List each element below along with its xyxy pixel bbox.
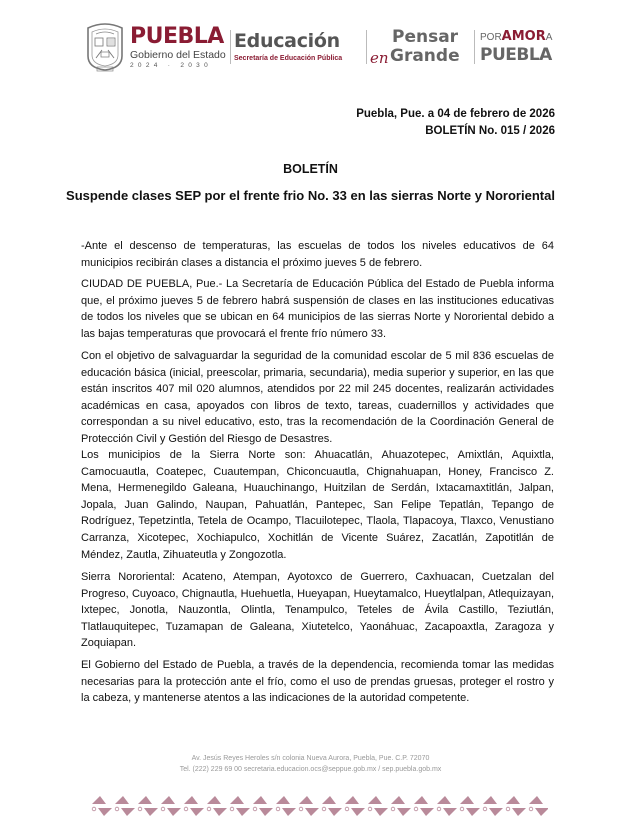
- ribbon-motif-bottom: [374, 808, 388, 816]
- ribbon-motif-top: [138, 796, 152, 804]
- letterhead: [84, 22, 564, 74]
- ribbon-motif-bottom: [328, 808, 342, 816]
- pensar-logo-line1: Pensar: [392, 27, 459, 47]
- footer-address: Av. Jesús Reyes Heroles s/n colonia Nueva Aurora, Puebla, Pue. C.P. 72070: [191, 755, 430, 762]
- ribbon-motif-dot: [92, 807, 96, 811]
- por-amor-logo-puebla: PUEBLA: [480, 45, 552, 65]
- ribbon-motif-bottom: [282, 808, 296, 816]
- ribbon-motif-top: [184, 796, 198, 804]
- bulletin-meta: [356, 106, 555, 140]
- ribbon-motif-top: [161, 796, 175, 804]
- por-amor-logo-por: POR: [480, 32, 502, 43]
- puebla-logo-subtitle: Gobierno del Estado: [130, 49, 226, 61]
- ribbon-motif-dot: [529, 807, 533, 811]
- educacion-logo: [234, 30, 362, 63]
- ribbon-motif-top: [529, 796, 543, 804]
- paragraph-text: El Gobierno del Estado de Puebla, a través de la dependencia, recomienda tomar las medidas necesarias para la protección ante el frío, como el uso de prendas gruesas, proteger el rostro y la cabeza, y mantenerse atentos a las indicaciones de la autoridad competente.: [81, 659, 554, 705]
- ribbon-motif-top: [506, 796, 520, 804]
- ribbon-motif-bottom: [512, 808, 526, 816]
- pensar-logo-line2: Grande: [390, 46, 460, 66]
- ribbon-motif-bottom: [535, 808, 548, 816]
- ribbon-motif-dot: [253, 807, 257, 811]
- logo-divider: [230, 30, 231, 64]
- footer-contact: [0, 753, 621, 775]
- ribbon-motif-dot: [391, 807, 395, 811]
- ribbon-motif-bottom: [259, 808, 273, 816]
- paragraph-recommendation: [81, 657, 554, 707]
- ribbon-motif-top: [230, 796, 244, 804]
- ribbon-motif-dot: [483, 807, 487, 811]
- pensar-logo-en: en: [370, 49, 389, 67]
- pensar-en-grande-logo: [370, 28, 470, 68]
- ribbon-motif-bottom: [397, 808, 411, 816]
- ribbon-motif-dot: [161, 807, 165, 811]
- ribbon-motif-top: [299, 796, 313, 804]
- ribbon-motif-bottom: [144, 808, 158, 816]
- ribbon-motif-dot: [368, 807, 372, 811]
- ribbon-motif-bottom: [236, 808, 250, 816]
- paragraph-text: CIUDAD DE PUEBLA, Pue.- La Secretaría de Educación Pública del Estado de Puebla informa que, el próximo jueves 5 de febrero habrá suspensión de clases en las instituciones educativas de todos los niveles que se ubican en 64 municipios de las sierras Norte y Nororiental debido a las bajas temperaturas que provocará el frente frío número 33.: [81, 278, 554, 340]
- ribbon-motif-dot: [437, 807, 441, 811]
- ribbon-motif-bottom: [443, 808, 457, 816]
- ribbon-motif-bottom: [190, 808, 204, 816]
- paragraph-sierra-norte: [81, 447, 554, 563]
- document-label: BOLETÍN: [283, 162, 338, 176]
- ribbon-motif-bottom: [305, 808, 319, 816]
- decorative-ribbon-icon: [88, 794, 548, 818]
- ribbon-motif-dot: [414, 807, 418, 811]
- por-amor-logo-amor: AMOR: [501, 29, 546, 44]
- ribbon-motif-top: [207, 796, 221, 804]
- ribbon-motif-dot: [345, 807, 349, 811]
- puebla-logo-title: PUEBLA: [130, 24, 224, 49]
- ribbon-motif-top: [322, 796, 336, 804]
- ribbon-motif-dot: [138, 807, 142, 811]
- coat-of-arms-icon: [84, 22, 126, 72]
- paragraph-text: Con el objetivo de salvaguardar la seguridad de la comunidad escolar de 5 mil 836 escuelas de educación básica (inicial, preescolar, primaria, secundaria), media superior y superior, en las que están inscritos 407 mil 020 alumnos, atendidos por 22 mil 245 docentes, realizarán actividades académicas en casa, apoyados con libros de texto, tareas, cuadernillos y actividades que correspondan a su nivel educativo, esto, tras la recomendación de la Coordinación General de Protección Civil y Gestión del Riesgo de Desastres.: [81, 350, 554, 445]
- paragraph-summary: [81, 238, 554, 271]
- ribbon-motif-bottom: [351, 808, 365, 816]
- bulletin-number: BOLETÍN No. 015 / 2026: [425, 125, 555, 137]
- paragraph-objective: [81, 348, 554, 448]
- ribbon-motif-bottom: [489, 808, 503, 816]
- ribbon-motif-dot: [322, 807, 326, 811]
- paragraph-text: Los municipios de la Sierra Norte son: Ahuacatlán, Ahuazotepec, Amixtlán, Aquixtla, Camocuautla, Coatepec, Cuautempan, Chiconcuautla, Chignahuapan, Honey, Francisco Z. Mena, Hermenegildo Galeana, Huauchinango, Huitzilan de Serdán, Ixtacamaxtitlán, Jalpan, Jopala, Juan Galindo, Naupan, Pahuatlán, Pantepec, San Felipe Tepatlán, Tepango de Rodríguez, Tepetzintla, Tetela de Ocampo, Tlacuilotepec, Tlaola, Tlapacoya, Tlaxco, Venustiano Carranza, Xicotepec, Xochiapulco, Xochitlán de Vicente Suárez, Zacatlán, Zapotitlán de Méndez, Zautla, Zihuateutla y Zongozotla.: [81, 449, 554, 561]
- ribbon-motif-top: [115, 796, 129, 804]
- place-date: Puebla, Pue. a 04 de febrero de 2026: [356, 108, 555, 120]
- ribbon-motif-dot: [207, 807, 211, 811]
- educacion-logo-subtitle: Secretaría de Educación Pública: [234, 55, 343, 62]
- ribbon-motif-dot: [230, 807, 234, 811]
- puebla-government-logo: [130, 26, 230, 70]
- ribbon-motif-top: [460, 796, 474, 804]
- por-amor-a-puebla-logo: [480, 30, 566, 65]
- ribbon-motif-bottom: [167, 808, 181, 816]
- paragraph-text: Sierra Nororiental: Acateno, Atempan, Ayotoxco de Guerrero, Caxhuacan, Cuetzalan del Progreso, Cuyoaco, Chignautla, Huehuetla, Hueyapan, Hueytamalco, Hueytlalpan, Atlequizayan, Ixtepec, Jonotla, Nauzontla, Olintla, Tenampulco, Teteles de Ávila Castillo, Teziutlán, Tlatlauquitepec, Tuzamapan de Galeana, Xiutetelco, Yaonáhuac, Zacapoaxtla, Zaragoza y Zoquiapan.: [81, 571, 554, 650]
- ribbon-motif-dot: [276, 807, 280, 811]
- ribbon-motif-top: [368, 796, 382, 804]
- ribbon-motif-dot: [299, 807, 303, 811]
- ribbon-motif-bottom: [98, 808, 112, 816]
- ribbon-motif-bottom: [121, 808, 135, 816]
- paragraph-text: -Ante el descenso de temperaturas, las escuelas de todos los niveles educativos de 64 municipios recibirán clases a distancia el próximo jueves 5 de febrero.: [81, 240, 554, 269]
- logo-divider: [366, 30, 367, 64]
- ribbon-motif-top: [414, 796, 428, 804]
- ribbon-motif-top: [276, 796, 290, 804]
- puebla-logo-years: 2024 · 2030: [130, 62, 212, 69]
- ribbon-motif-top: [483, 796, 497, 804]
- ribbon-motif-dot: [506, 807, 510, 811]
- ribbon-motif-dot: [184, 807, 188, 811]
- ribbon-motif-dot: [115, 807, 119, 811]
- ribbon-motif-top: [92, 796, 106, 804]
- ribbon-motif-top: [391, 796, 405, 804]
- paragraph-sierra-nororiental: [81, 569, 554, 652]
- educacion-logo-title: Educación: [234, 30, 340, 52]
- footer-contact-line: Tel. (222) 229 69 00 secretaria.educacion.ocs@seppue.gob.mx / sep.puebla.gob.mx: [179, 766, 442, 773]
- document-title: Suspende clases SEP por el frente frio No. 33 en las sierras Norte y Nororiental: [66, 188, 555, 203]
- por-amor-logo-a: A: [545, 32, 553, 43]
- logo-divider: [474, 30, 475, 64]
- ribbon-motif-bottom: [213, 808, 227, 816]
- ribbon-motif-top: [437, 796, 451, 804]
- ribbon-motif-bottom: [466, 808, 480, 816]
- ribbon-motif-top: [345, 796, 359, 804]
- ribbon-motif-bottom: [420, 808, 434, 816]
- ribbon-motif-dot: [460, 807, 464, 811]
- ribbon-motif-top: [253, 796, 267, 804]
- paragraph-announcement: [81, 276, 554, 342]
